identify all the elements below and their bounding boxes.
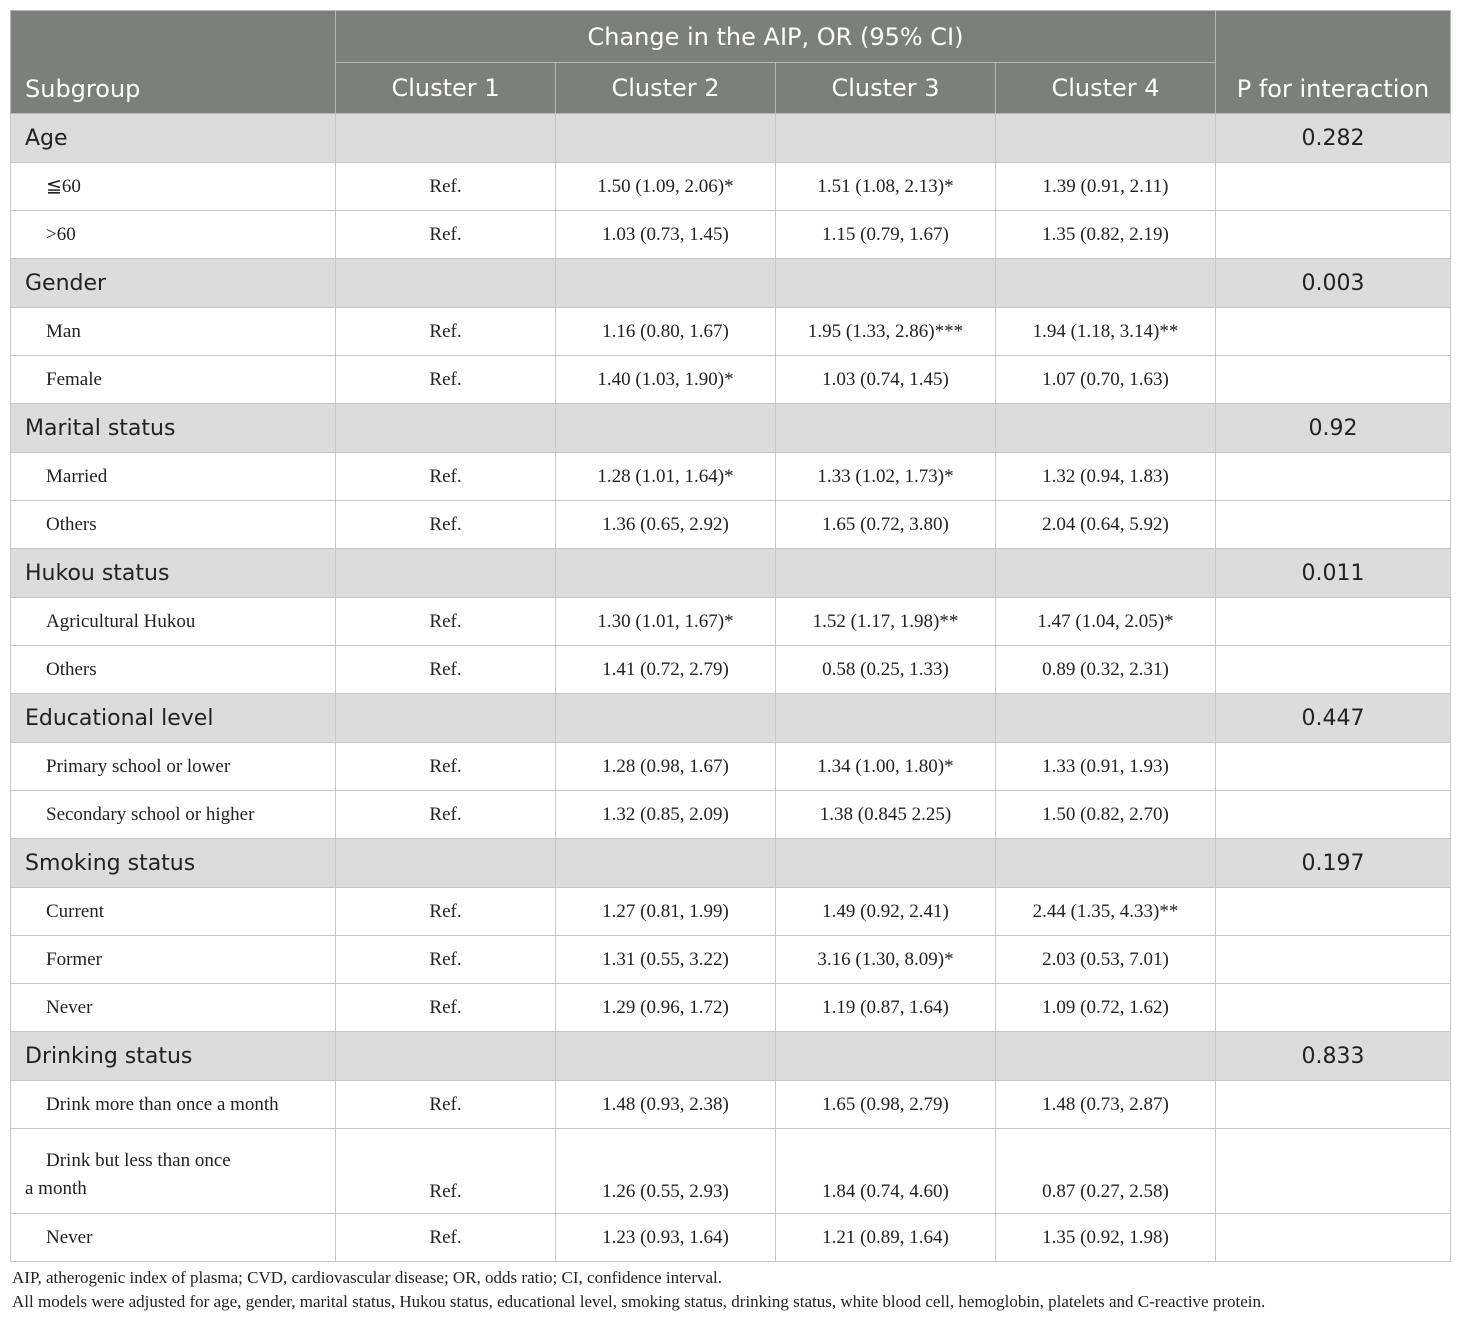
subgroup-label: ≦60	[11, 163, 336, 211]
subgroup-label: Never	[11, 1214, 336, 1262]
p-interaction-value: 0.197	[1216, 839, 1451, 888]
cluster-4-value: 1.33 (0.91, 1.93)	[996, 743, 1216, 791]
cluster-2-value: 1.30 (1.01, 1.67)*	[556, 598, 776, 646]
empty-cell	[1216, 163, 1451, 211]
cluster-3-value: 1.65 (0.98, 2.79)	[776, 1081, 996, 1129]
empty-cell	[776, 549, 996, 598]
cluster-4-value: 1.50 (0.82, 2.70)	[996, 791, 1216, 839]
cluster-1-value: Ref.	[336, 598, 556, 646]
footnote-adjustment: All models were adjusted for age, gender, marital status, Hukou status, educational level, smoking status, drinking status, white blood cell, hemoglobin, platelets and C-reactive protein.	[12, 1292, 1266, 1311]
empty-cell	[776, 839, 996, 888]
table-row	[11, 356, 1451, 404]
subgroup-label: >60	[11, 211, 336, 259]
table-row	[11, 308, 1451, 356]
cluster-1-value: Ref.	[336, 936, 556, 984]
subgroup-label: Primary school or lower	[11, 743, 336, 791]
empty-cell	[776, 404, 996, 453]
group-name: Gender	[11, 259, 336, 308]
empty-cell	[776, 694, 996, 743]
subgroup-label: Current	[11, 888, 336, 936]
subgroup-label-line2: a month	[25, 1178, 87, 1199]
subgroup-label-line1: Drink but less than once	[46, 1150, 231, 1171]
subgroup-label	[11, 1129, 336, 1214]
footnote-abbreviations: AIP, atherogenic index of plasma; CVD, cardiovascular disease; OR, odds ratio; CI, confidence interval.	[12, 1268, 723, 1287]
empty-cell	[336, 694, 556, 743]
empty-cell	[996, 1032, 1216, 1081]
cluster-1-value: Ref.	[336, 1214, 556, 1262]
empty-cell	[336, 549, 556, 598]
cluster-2-value: 1.36 (0.65, 2.92)	[556, 501, 776, 549]
p-interaction-value: 0.011	[1216, 549, 1451, 598]
table-row	[11, 211, 1451, 259]
empty-cell	[336, 839, 556, 888]
subgroup-label: Drink more than once a month	[11, 1081, 336, 1129]
group-name: Educational level	[11, 694, 336, 743]
table-row	[11, 1214, 1451, 1262]
cluster-1-value: Ref.	[336, 888, 556, 936]
table-row	[11, 453, 1451, 501]
empty-cell	[336, 259, 556, 308]
cluster-2-value: 1.28 (0.98, 1.67)	[556, 743, 776, 791]
cluster-2-value: 1.31 (0.55, 3.22)	[556, 936, 776, 984]
table-row	[11, 936, 1451, 984]
aip-span-header: Change in the AIP, OR (95% CI)	[336, 11, 1216, 63]
subgroup-label: Married	[11, 453, 336, 501]
p-interaction-header: P for interaction	[1216, 11, 1451, 114]
cluster-2-value: 1.26 (0.55, 2.93)	[556, 1129, 776, 1214]
results-table-container	[10, 10, 1450, 1262]
cluster-2-value: 1.27 (0.81, 1.99)	[556, 888, 776, 936]
table-body	[11, 114, 1451, 1262]
p-interaction-value: 0.833	[1216, 1032, 1451, 1081]
subgroup-label: Agricultural Hukou	[11, 598, 336, 646]
table-row	[11, 888, 1451, 936]
group-row	[11, 694, 1451, 743]
empty-cell	[996, 549, 1216, 598]
table-row	[11, 1081, 1451, 1129]
table-row	[11, 163, 1451, 211]
group-name: Hukou status	[11, 549, 336, 598]
group-row	[11, 114, 1451, 163]
cluster-3-value: 1.15 (0.79, 1.67)	[776, 211, 996, 259]
cluster-1-value: Ref.	[336, 1081, 556, 1129]
empty-cell	[776, 1032, 996, 1081]
cluster-4-value: 1.35 (0.82, 2.19)	[996, 211, 1216, 259]
subgroup-label: Secondary school or higher	[11, 791, 336, 839]
table-row	[11, 743, 1451, 791]
empty-cell	[556, 839, 776, 888]
empty-cell	[556, 404, 776, 453]
group-row	[11, 839, 1451, 888]
empty-cell	[336, 404, 556, 453]
empty-cell	[556, 549, 776, 598]
cluster-1-value: Ref.	[336, 646, 556, 694]
subgroup-label: Others	[11, 646, 336, 694]
group-row	[11, 1032, 1451, 1081]
cluster-3-value: 1.84 (0.74, 4.60)	[776, 1129, 996, 1214]
cluster-2-value: 1.32 (0.85, 2.09)	[556, 791, 776, 839]
cluster-4-value: 1.48 (0.73, 2.87)	[996, 1081, 1216, 1129]
subgroup-label: Others	[11, 501, 336, 549]
cluster-4-value: 1.07 (0.70, 1.63)	[996, 356, 1216, 404]
cluster-2-value: 1.03 (0.73, 1.45)	[556, 211, 776, 259]
cluster-2-value: 1.50 (1.09, 2.06)*	[556, 163, 776, 211]
cluster-1-value: Ref.	[336, 308, 556, 356]
cluster-1-value: Ref.	[336, 791, 556, 839]
cluster-1-value: Ref.	[336, 163, 556, 211]
cluster-2-value: 1.40 (1.03, 1.90)*	[556, 356, 776, 404]
table-row	[11, 984, 1451, 1032]
cluster-2-value: 1.41 (0.72, 2.79)	[556, 646, 776, 694]
cluster-4-value: 1.09 (0.72, 1.62)	[996, 984, 1216, 1032]
cluster-4-value: 1.47 (1.04, 2.05)*	[996, 598, 1216, 646]
cluster-4-value: 0.87 (0.27, 2.58)	[996, 1129, 1216, 1214]
p-interaction-value: 0.003	[1216, 259, 1451, 308]
cluster-1-header: Cluster 1	[336, 63, 556, 114]
empty-cell	[996, 839, 1216, 888]
empty-cell	[556, 694, 776, 743]
subgroup-label: Female	[11, 356, 336, 404]
group-name: Marital status	[11, 404, 336, 453]
cluster-3-value: 1.33 (1.02, 1.73)*	[776, 453, 996, 501]
cluster-3-value: 1.03 (0.74, 1.45)	[776, 356, 996, 404]
empty-cell	[556, 114, 776, 163]
group-row	[11, 259, 1451, 308]
cluster-2-value: 1.28 (1.01, 1.64)*	[556, 453, 776, 501]
empty-cell	[1216, 356, 1451, 404]
empty-cell	[996, 114, 1216, 163]
table-row	[11, 1129, 1451, 1214]
cluster-3-value: 1.95 (1.33, 2.86)***	[776, 308, 996, 356]
p-interaction-value: 0.282	[1216, 114, 1451, 163]
cluster-4-value: 2.03 (0.53, 7.01)	[996, 936, 1216, 984]
cluster-1-value: Ref.	[336, 453, 556, 501]
empty-cell	[336, 1032, 556, 1081]
cluster-4-header: Cluster 4	[996, 63, 1216, 114]
cluster-4-value: 1.32 (0.94, 1.83)	[996, 453, 1216, 501]
p-interaction-value: 0.92	[1216, 404, 1451, 453]
cluster-3-value: 1.38 (0.845 2.25)	[776, 791, 996, 839]
group-name: Smoking status	[11, 839, 336, 888]
group-name: Age	[11, 114, 336, 163]
cluster-4-value: 0.89 (0.32, 2.31)	[996, 646, 1216, 694]
subgroup-analysis-table	[10, 10, 1451, 1262]
empty-cell	[1216, 598, 1451, 646]
empty-cell	[556, 259, 776, 308]
empty-cell	[1216, 743, 1451, 791]
subgroup-header: Subgroup	[11, 11, 336, 114]
cluster-2-value: 1.16 (0.80, 1.67)	[556, 308, 776, 356]
group-row	[11, 549, 1451, 598]
cluster-1-value: Ref.	[336, 984, 556, 1032]
subgroup-label: Never	[11, 984, 336, 1032]
cluster-3-value: 1.49 (0.92, 2.41)	[776, 888, 996, 936]
cluster-4-value: 2.04 (0.64, 5.92)	[996, 501, 1216, 549]
cluster-4-value: 1.35 (0.92, 1.98)	[996, 1214, 1216, 1262]
cluster-2-value: 1.29 (0.96, 1.72)	[556, 984, 776, 1032]
cluster-3-value: 1.34 (1.00, 1.80)*	[776, 743, 996, 791]
cluster-3-value: 3.16 (1.30, 8.09)*	[776, 936, 996, 984]
p-interaction-value: 0.447	[1216, 694, 1451, 743]
empty-cell	[996, 404, 1216, 453]
cluster-3-value: 0.58 (0.25, 1.33)	[776, 646, 996, 694]
cluster-2-value: 1.23 (0.93, 1.64)	[556, 1214, 776, 1262]
table-footnotes	[12, 1266, 1452, 1314]
group-name: Drinking status	[11, 1032, 336, 1081]
group-row	[11, 404, 1451, 453]
empty-cell	[776, 114, 996, 163]
table-row	[11, 646, 1451, 694]
empty-cell	[996, 694, 1216, 743]
subgroup-label: Man	[11, 308, 336, 356]
empty-cell	[1216, 1214, 1451, 1262]
cluster-2-value: 1.48 (0.93, 2.38)	[556, 1081, 776, 1129]
subgroup-label: Former	[11, 936, 336, 984]
empty-cell	[1216, 211, 1451, 259]
table-row	[11, 598, 1451, 646]
cluster-1-value: Ref.	[336, 743, 556, 791]
empty-cell	[556, 1032, 776, 1081]
cluster-1-value: Ref.	[336, 501, 556, 549]
cluster-4-value: 1.94 (1.18, 3.14)**	[996, 308, 1216, 356]
empty-cell	[1216, 984, 1451, 1032]
cluster-1-value: Ref.	[336, 356, 556, 404]
table-row	[11, 791, 1451, 839]
cluster-3-value: 1.52 (1.17, 1.98)**	[776, 598, 996, 646]
cluster-3-value: 1.21 (0.89, 1.64)	[776, 1214, 996, 1262]
cluster-3-value: 1.51 (1.08, 2.13)*	[776, 163, 996, 211]
empty-cell	[1216, 646, 1451, 694]
empty-cell	[1216, 453, 1451, 501]
empty-cell	[1216, 1129, 1451, 1214]
cluster-3-value: 1.19 (0.87, 1.64)	[776, 984, 996, 1032]
cluster-3-value: 1.65 (0.72, 3.80)	[776, 501, 996, 549]
empty-cell	[1216, 936, 1451, 984]
cluster-4-value: 1.39 (0.91, 2.11)	[996, 163, 1216, 211]
empty-cell	[776, 259, 996, 308]
empty-cell	[1216, 888, 1451, 936]
table-header	[11, 11, 1451, 114]
cluster-1-value: Ref.	[336, 211, 556, 259]
empty-cell	[1216, 791, 1451, 839]
cluster-1-value: Ref.	[336, 1129, 556, 1214]
cluster-2-header: Cluster 2	[556, 63, 776, 114]
cluster-3-header: Cluster 3	[776, 63, 996, 114]
empty-cell	[1216, 501, 1451, 549]
table-row	[11, 501, 1451, 549]
cluster-4-value: 2.44 (1.35, 4.33)**	[996, 888, 1216, 936]
empty-cell	[1216, 1081, 1451, 1129]
empty-cell	[336, 114, 556, 163]
empty-cell	[996, 259, 1216, 308]
empty-cell	[1216, 308, 1451, 356]
